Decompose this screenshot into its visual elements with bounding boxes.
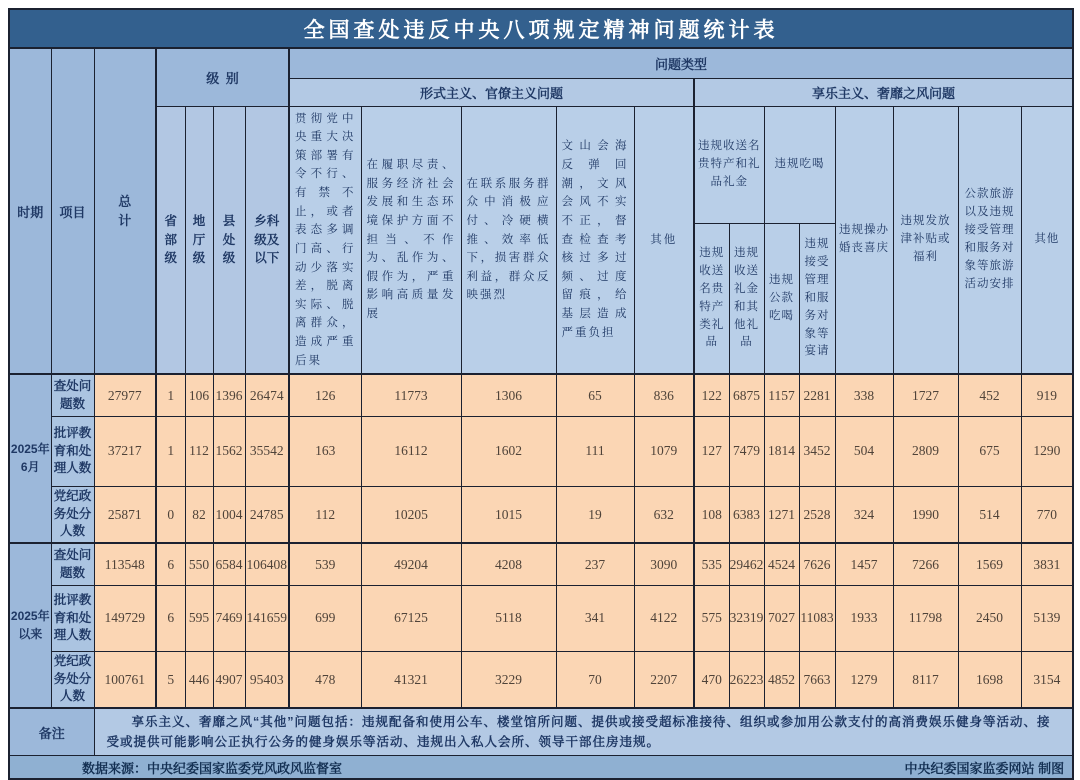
data-cell: 4524: [764, 543, 799, 585]
data-cell: 5139: [1021, 585, 1073, 651]
title-row: [9, 9, 1073, 48]
data-cell: 149729: [94, 585, 156, 651]
data-cell: 4907: [213, 651, 245, 708]
footer-row: [9, 756, 1073, 779]
data-cell: 675: [958, 416, 1021, 486]
col-header-weddings-funerals: 违规操办婚丧喜庆: [835, 106, 893, 374]
data-cell: 3229: [461, 651, 556, 708]
row-label: 查处问题数: [51, 374, 94, 416]
data-cell: 1814: [764, 416, 799, 486]
data-cell: 29462: [729, 543, 764, 585]
data-cell: 2528: [799, 486, 835, 543]
data-cell: 1727: [893, 374, 958, 416]
note-text: 享乐主义、奢靡之风“其他”问题包括：违规配备和使用公车、楼堂馆所问题、提供或接受超标准接待、组织或参加用公款支付的高消费娱乐健身等活动、接受或提供可能影响公正执行公务的健身娱乐等活动、违规出入私人会所、领导干部住房违规。: [94, 708, 1073, 756]
data-cell: 127: [694, 416, 729, 486]
data-cell: 141659: [245, 585, 289, 651]
data-cell: 478: [289, 651, 361, 708]
data-cell: 1: [156, 416, 185, 486]
col-group-formalism: 形式主义、官僚主义问题: [289, 78, 694, 106]
data-cell: 32319: [729, 585, 764, 651]
data-cell: 3090: [634, 543, 694, 585]
data-cell: 539: [289, 543, 361, 585]
data-cell: 550: [185, 543, 213, 585]
col-header-level-province: 省部级: [156, 106, 185, 374]
data-cell: 19: [556, 486, 634, 543]
note-label: 备注: [9, 708, 94, 756]
data-cell: 163: [289, 416, 361, 486]
data-cell: 70: [556, 651, 634, 708]
credit: 中央纪委国家监委网站 制图: [904, 760, 1065, 776]
table-row: [9, 486, 1073, 543]
table-row: [9, 374, 1073, 416]
data-cell: 0: [156, 486, 185, 543]
data-source: 数据来源：中央纪委国家监委党风政风监督室: [82, 760, 343, 776]
data-cell: 836: [634, 374, 694, 416]
col-header-level-county: 县处级: [213, 106, 245, 374]
col-group-problem-type: 问题类型: [289, 48, 1073, 78]
data-cell: 575: [694, 585, 729, 651]
data-cell: 5118: [461, 585, 556, 651]
footer-bar: [9, 756, 1073, 779]
col-header-allowances: 违规发放津补贴或福利: [893, 106, 958, 374]
data-cell: 452: [958, 374, 1021, 416]
data-cell: 95403: [245, 651, 289, 708]
data-cell: 595: [185, 585, 213, 651]
data-cell: 1079: [634, 416, 694, 486]
data-cell: 7479: [729, 416, 764, 486]
data-cell: 25871: [94, 486, 156, 543]
data-cell: 5: [156, 651, 185, 708]
data-cell: 1: [156, 374, 185, 416]
col-header-formalism-other: 其他: [634, 106, 694, 374]
col-header-tourism: 公款旅游以及违规接受管理和服务对象等旅游活动安排: [958, 106, 1021, 374]
data-cell: 1271: [764, 486, 799, 543]
data-cell: 35542: [245, 416, 289, 486]
data-cell: 1933: [835, 585, 893, 651]
data-cell: 4122: [634, 585, 694, 651]
col-header-total: 总计: [94, 48, 156, 374]
data-cell: 26474: [245, 374, 289, 416]
data-cell: 446: [185, 651, 213, 708]
data-cell: 122: [694, 374, 729, 416]
data-cell: 41321: [361, 651, 461, 708]
col-header-dining-public-funds: 违规公款吃喝: [764, 224, 799, 374]
data-cell: 7469: [213, 585, 245, 651]
data-cell: 112: [185, 416, 213, 486]
data-cell: 24785: [245, 486, 289, 543]
data-cell: 26223: [729, 651, 764, 708]
data-cell: 699: [289, 585, 361, 651]
data-cell: 11083: [799, 585, 835, 651]
col-header-level-township: 乡科级及以下: [245, 106, 289, 374]
data-cell: 65: [556, 374, 634, 416]
data-cell: 100761: [94, 651, 156, 708]
data-cell: 82: [185, 486, 213, 543]
col-header-hedonism-other: 其他: [1021, 106, 1073, 374]
header-row-1: [9, 48, 1073, 78]
data-cell: 632: [634, 486, 694, 543]
col-group-gifts: 违规收送名贵特产和礼品礼金: [694, 106, 764, 224]
data-cell: 1698: [958, 651, 1021, 708]
data-cell: 106408: [245, 543, 289, 585]
data-cell: 111: [556, 416, 634, 486]
data-cell: 6: [156, 543, 185, 585]
col-header-period: 时期: [9, 48, 51, 374]
data-cell: 11773: [361, 374, 461, 416]
data-cell: 37217: [94, 416, 156, 486]
data-cell: 1569: [958, 543, 1021, 585]
data-cell: 1004: [213, 486, 245, 543]
data-cell: 3831: [1021, 543, 1073, 585]
data-cell: 237: [556, 543, 634, 585]
data-cell: 113548: [94, 543, 156, 585]
statistics-sheet: [8, 8, 1074, 780]
data-cell: 1990: [893, 486, 958, 543]
col-header-gifts-specialty: 违规收送名贵特产类礼品: [694, 224, 729, 374]
table-row: [9, 651, 1073, 708]
col-header-level-prefecture: 地厅级: [185, 106, 213, 374]
data-cell: 6: [156, 585, 185, 651]
table-row: [9, 416, 1073, 486]
data-cell: 514: [958, 486, 1021, 543]
table-row: [9, 585, 1073, 651]
data-cell: 10205: [361, 486, 461, 543]
col-header-dining-banquets: 违规接受管理和服务对象等宴请: [799, 224, 835, 374]
data-cell: 1157: [764, 374, 799, 416]
data-cell: 126: [289, 374, 361, 416]
data-cell: 1306: [461, 374, 556, 416]
data-cell: 2450: [958, 585, 1021, 651]
data-cell: 2281: [799, 374, 835, 416]
data-cell: 6383: [729, 486, 764, 543]
table-row: [9, 543, 1073, 585]
data-cell: 1396: [213, 374, 245, 416]
data-cell: 7027: [764, 585, 799, 651]
data-cell: 1457: [835, 543, 893, 585]
header-row-3: [9, 106, 1073, 224]
data-cell: 535: [694, 543, 729, 585]
data-cell: 67125: [361, 585, 461, 651]
data-cell: 3452: [799, 416, 835, 486]
data-cell: 16112: [361, 416, 461, 486]
period-cell: 2025年以来: [9, 543, 51, 708]
statistics-table: [8, 8, 1074, 780]
data-cell: 470: [694, 651, 729, 708]
data-cell: 4852: [764, 651, 799, 708]
data-cell: 770: [1021, 486, 1073, 543]
data-cell: 504: [835, 416, 893, 486]
col-header-formalism-masses: 在联系服务群众中消极应付、冷硬横推、效率低下，损害群众利益，群众反映强烈: [461, 106, 556, 374]
data-cell: 6875: [729, 374, 764, 416]
data-cell: 11798: [893, 585, 958, 651]
data-cell: 3154: [1021, 651, 1073, 708]
col-group-hedonism: 享乐主义、奢靡之风问题: [694, 78, 1073, 106]
data-cell: 112: [289, 486, 361, 543]
data-cell: 7266: [893, 543, 958, 585]
data-cell: 27977: [94, 374, 156, 416]
col-header-formalism-meetings: 文山会海反弹回潮，文风会风不实不正，督查检查考核过多过频、过度留痕，给基层造成严重负担: [556, 106, 634, 374]
col-header-gifts-cash: 违规收送礼金和其他礼品: [729, 224, 764, 374]
footer-content: [10, 758, 1072, 777]
col-header-formalism-policy: 贯彻党中央重大决策部署有令不行、有禁不止，或者表态多调门高、行动少落实差，脱离实际、脱离群众，造成严重后果: [289, 106, 361, 374]
data-cell: 2207: [634, 651, 694, 708]
data-cell: 324: [835, 486, 893, 543]
data-cell: 1290: [1021, 416, 1073, 486]
page-title: 全国查处违反中央八项规定精神问题统计表: [9, 9, 1073, 48]
row-label: 查处问题数: [51, 543, 94, 585]
data-cell: 106: [185, 374, 213, 416]
data-cell: 2809: [893, 416, 958, 486]
col-header-item: 项目: [51, 48, 94, 374]
data-cell: 1279: [835, 651, 893, 708]
data-cell: 7663: [799, 651, 835, 708]
row-label: 党纪政务处分人数: [51, 486, 94, 543]
col-group-dining: 违规吃喝: [764, 106, 835, 224]
row-label: 批评教育和处理人数: [51, 416, 94, 486]
row-label: 批评教育和处理人数: [51, 585, 94, 651]
data-cell: 1602: [461, 416, 556, 486]
data-cell: 919: [1021, 374, 1073, 416]
data-cell: 108: [694, 486, 729, 543]
note-row: [9, 708, 1073, 756]
data-cell: 341: [556, 585, 634, 651]
data-cell: 1562: [213, 416, 245, 486]
data-cell: 4208: [461, 543, 556, 585]
period-cell: 2025年6月: [9, 374, 51, 543]
data-cell: 8117: [893, 651, 958, 708]
data-cell: 49204: [361, 543, 461, 585]
data-cell: 7626: [799, 543, 835, 585]
data-cell: 338: [835, 374, 893, 416]
col-group-level: 级别: [156, 48, 289, 106]
data-cell: 1015: [461, 486, 556, 543]
row-label: 党纪政务处分人数: [51, 651, 94, 708]
col-header-formalism-duty: 在履职尽责、服务经济社会发展和生态环境保护方面不担当、不作为、乱作为、假作为，严重影响高质量发展: [361, 106, 461, 374]
data-cell: 6584: [213, 543, 245, 585]
